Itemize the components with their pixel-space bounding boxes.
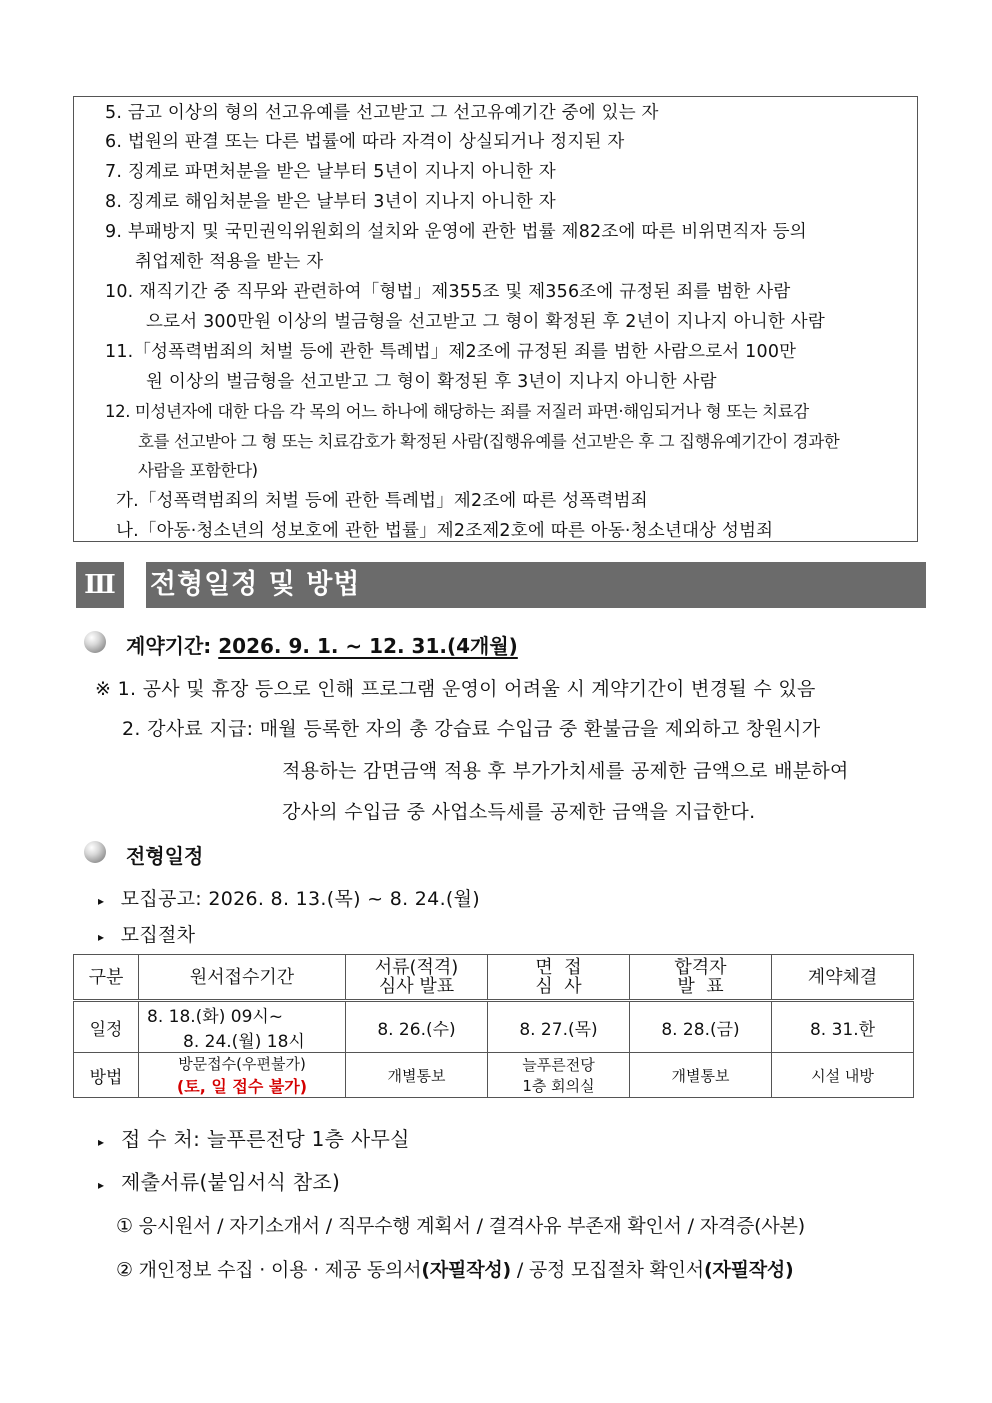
header-line: 합격자: [674, 957, 727, 978]
triangle-bullet-icon: ▸: [98, 930, 105, 944]
header-line: 발 표: [677, 976, 724, 997]
contract-label: 계약기간:: [126, 634, 212, 658]
table-cell: [139, 1001, 346, 1053]
cell-line: 8. 24.(월) 18시: [183, 1032, 305, 1052]
header-line: 심사 발표: [378, 976, 455, 997]
documents-line: [98, 1166, 340, 1195]
header-line: 서류(적격): [374, 957, 459, 978]
bullet-ball-icon: [84, 631, 106, 653]
procedure-line: [98, 920, 195, 947]
note-line: 2. 강사료 지급: 매월 등록한 자의 총 강습료 수입금 중 환불금을 제외하고 창원시가: [122, 718, 821, 740]
note-line: [95, 674, 816, 701]
schedule-table: [73, 954, 914, 1098]
announcement-line: [98, 884, 480, 911]
header-line: 면 접: [535, 957, 582, 978]
list-item-continuation: 호를 선고받아 그 형 또는 치료감호가 확정된 사람(집행유예를 선고받은 후 그 집행유예기간이 경과한: [138, 432, 840, 451]
documents-label: 제출서류(붙임서식 참조): [121, 1170, 341, 1194]
note-line-continuation: 적용하는 감면금액 적용 후 부가가치세를 공제한 금액으로 배분하여: [282, 760, 849, 782]
table-cell: 8. 27.(목): [488, 1001, 630, 1053]
list-item: 8. 징계로 해임처분을 받은 날부터 3년이 지나지 아니한 자: [105, 192, 556, 212]
table-cell: 8. 26.(수): [346, 1001, 488, 1053]
announcement-text: 모집공고: 2026. 8. 13.(목) ~ 8. 24.(월): [120, 888, 480, 910]
procedure-label: 모집절차: [120, 924, 196, 946]
table-cell: 시설 내방: [772, 1053, 914, 1098]
documents-item: ① 응시원서 / 자기소개서 / 직무수행 계획서 / 결격사유 부존재 확인서 / 자격증(사본): [116, 1215, 805, 1237]
reception-line: [98, 1123, 410, 1152]
reception-text: 접 수 처: 늘푸른전당 1층 사무실: [121, 1127, 410, 1151]
list-item-continuation: 으로서 300만원 이상의 벌금형을 선고받고 그 형이 확정된 후 2년이 지나지 아니한 사람: [146, 312, 825, 332]
section-title: 전형일정 및 방법: [146, 562, 926, 608]
triangle-bullet-icon: ▸: [98, 894, 105, 908]
section-number: Ⅲ: [76, 562, 124, 608]
list-item: 11.「성폭력범죄의 처벌 등에 관한 특례법」제2조에 규정된 죄를 범한 사람으로서 100만: [105, 342, 797, 362]
contract-heading: [126, 630, 518, 659]
cell-line: 8. 18.(화) 09시~: [147, 1007, 284, 1027]
schedule-heading: 전형일정: [126, 844, 204, 868]
sub-list-item: 가.「성폭력범죄의 처벌 등에 관한 특례법」제2조에 따른 성폭력범죄: [116, 491, 648, 511]
header-cell: [346, 955, 488, 1001]
header-cell: 구분: [74, 955, 139, 1001]
cell-line: 늘푸른전당: [522, 1056, 595, 1074]
list-item: 7. 징계로 파면처분을 받은 날부터 5년이 지나지 아니한 자: [105, 162, 556, 182]
cell-line-warning: (토, 일 접수 불가): [176, 1077, 308, 1096]
contract-period: 2026. 9. 1. ~ 12. 31.(4개월): [218, 634, 518, 658]
sub-list-item: 나.「아동·청소년의 성보호에 관한 법률」제2조제2호에 따른 아동·청소년대상 성범죄: [116, 521, 774, 541]
triangle-bullet-icon: ▸: [98, 1178, 105, 1192]
documents-item: [116, 1255, 794, 1282]
table-cell: [139, 1053, 346, 1098]
header-line: 심 사: [535, 976, 582, 997]
table-cell: 개별통보: [630, 1053, 772, 1098]
note-mark: ※: [95, 678, 112, 700]
list-item: 12. 미성년자에 대한 다음 각 목의 어느 하나에 해당하는 죄를 저질러 파면·해임되거나 형 또는 치료감: [105, 402, 809, 421]
documents-text: / 공정 모집절차 확인서: [511, 1259, 704, 1281]
row-label: 방법: [74, 1053, 139, 1098]
cell-line: 방문접수(우편불가): [178, 1055, 306, 1073]
list-item-continuation: 사람을 포함한다): [138, 461, 258, 480]
header-cell: 계약체결: [772, 955, 914, 1001]
documents-text: ② 개인정보 수집 · 이용 · 제공 동의서: [116, 1259, 422, 1281]
list-item-continuation: 원 이상의 벌금형을 선고받고 그 형이 확정된 후 3년이 지나지 아니한 사람: [146, 372, 717, 392]
table-cell: 8. 31.한: [772, 1001, 914, 1053]
handwritten-note: (자필작성): [421, 1259, 511, 1281]
note-text: 1. 공사 및 휴장 등으로 인해 프로그램 운영이 어려울 시 계약기간이 변경될 수 있음: [117, 678, 816, 700]
cell-line: 1층 회의실: [522, 1077, 595, 1095]
triangle-bullet-icon: ▸: [98, 1135, 105, 1149]
table-row: [74, 1001, 914, 1053]
header-cell: 원서접수기간: [139, 955, 346, 1001]
list-item-continuation: 취업제한 적용을 받는 자: [135, 252, 324, 272]
row-label: 일정: [74, 1001, 139, 1053]
header-cell: [630, 955, 772, 1001]
table-cell: [488, 1053, 630, 1098]
table-header-row: [74, 955, 914, 1001]
note-line-continuation: 강사의 수입금 중 사업소득세를 공제한 금액을 지급한다.: [282, 801, 756, 823]
handwritten-note: (자필작성): [703, 1259, 794, 1281]
list-item: 10. 재직기간 중 직무와 관련하여「형법」제355조 및 제356조에 규정된 죄를 범한 사람: [105, 282, 791, 302]
table-cell: 개별통보: [346, 1053, 488, 1098]
table-row: [74, 1053, 914, 1098]
list-item: 5. 금고 이상의 형의 선고유예를 선고받고 그 선고유예기간 중에 있는 자: [105, 103, 659, 123]
list-item: 6. 법원의 판결 또는 다른 법률에 따라 자격이 상실되거나 정지된 자: [105, 132, 625, 152]
table-cell: 8. 28.(금): [630, 1001, 772, 1053]
bullet-ball-icon: [84, 841, 106, 863]
header-cell: [488, 955, 630, 1001]
list-item: 9. 부패방지 및 국민권익위원회의 설치와 운영에 관한 법률 제82조에 따른 비위면직자 등의: [105, 222, 807, 242]
